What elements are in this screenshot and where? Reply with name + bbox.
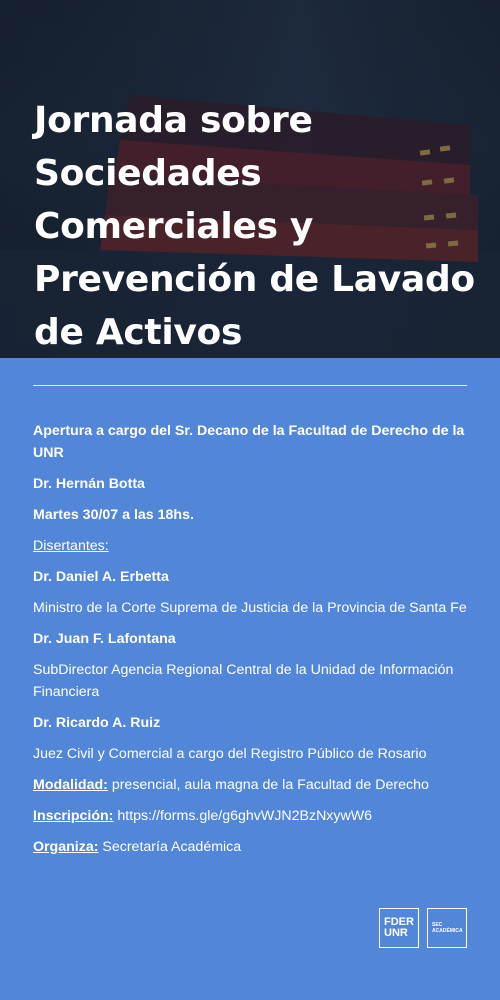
speaker-name: Dr. Juan F. Lafontana [33,631,176,647]
event-title: Jornada sobre Sociedades Comerciales y Prevención de Lavado de Activos [34,100,475,353]
logos [379,908,467,950]
organizer-line [33,836,475,858]
organizer-value: Secretaría Académica [98,839,242,855]
sec-logo-text: SEC [432,922,443,928]
event-details [33,420,475,867]
speaker-role: SubDirector Agencia Regional Central de la Unidad de Información Financiera [33,662,454,700]
registration-label: Inscripción: [33,808,114,824]
organizer-label: Organiza: [33,839,99,855]
dean-name: Dr. Hernán Botta [33,476,145,492]
speaker-role: Ministro de la Corte Suprema de Justicia de la Provincia de Santa Fe [33,600,467,616]
modality-value: presencial, aula magna de la Facultad de Derecho [107,777,429,793]
fder-logo-text: FDER [384,916,414,928]
registration-link[interactable]: https://forms.gle/g6ghvWJN2BzNxywW6 [113,808,373,824]
modality-line [33,774,475,796]
speaker-name: Dr. Daniel A. Erbetta [33,569,169,585]
event-date: Martes 30/07 a las 18hs. [33,507,194,523]
unr-logo-text: UNR [384,927,408,939]
modality-label: Modalidad: [33,777,108,793]
speakers-heading: Disertantes: [33,538,109,554]
speaker-name: Dr. Ricardo A. Ruiz [33,715,161,731]
fder-unr-logo [379,908,419,948]
opening-text: Apertura a cargo del Sr. Decano de la Facultad de Derecho de la UNR [33,423,465,461]
divider [33,385,467,386]
registration-line [33,805,475,827]
academica-logo-text: ACADÉMICA [432,928,463,934]
sec-academica-logo [427,908,467,948]
speaker-role: Juez Civil y Comercial a cargo del Registro Público de Rosario [33,746,427,762]
hero-banner [0,0,500,358]
